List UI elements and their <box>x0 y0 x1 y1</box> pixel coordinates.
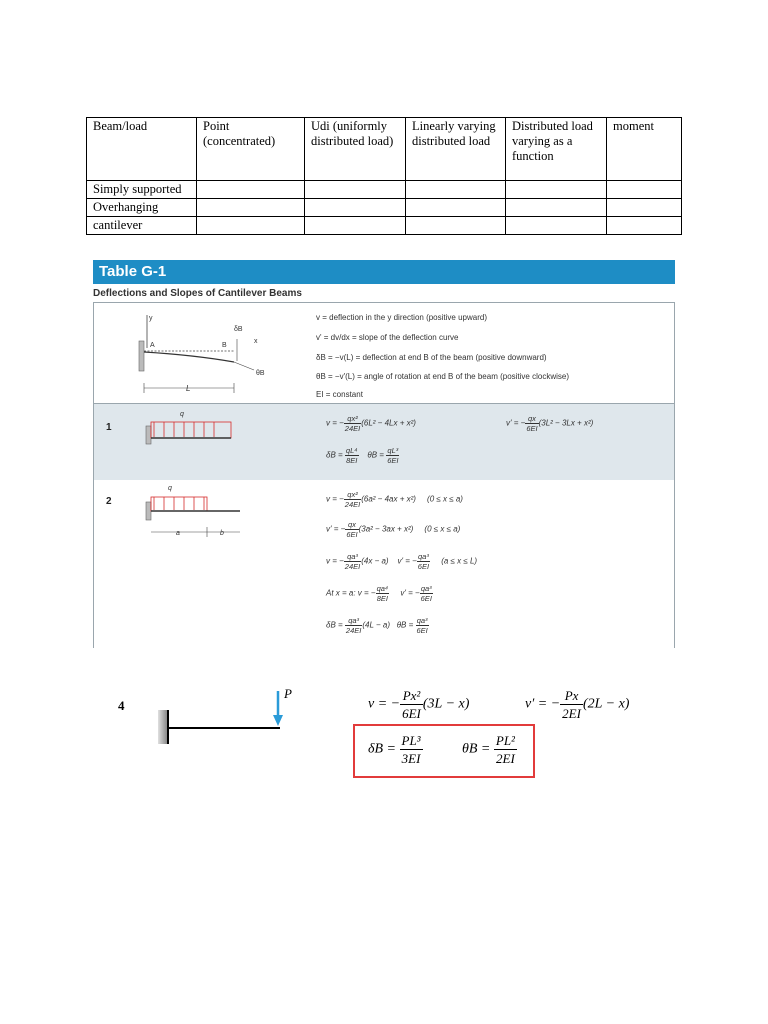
case2-line3: v = − $\frac{\text{qa³}}{24EI}$ (4x − a) v' = − $\frac{\text{qa³}}{6EI}$ (a ≤ x ≤ L) <box>326 552 478 571</box>
table-cell <box>506 181 607 199</box>
load-q-label: q <box>168 485 172 492</box>
case-number: 2 <box>106 496 112 507</box>
x-axis-label: x <box>254 338 258 345</box>
span-l-label: L <box>186 384 191 393</box>
table-cell <box>406 217 506 235</box>
table-cell <box>305 199 406 217</box>
table-cell <box>406 199 506 217</box>
udl-full-cantilever-diagram <box>140 408 240 448</box>
header-cell: Point (concentrated) <box>197 118 305 181</box>
legend-line: δB = −v(L) = deflection at end B of the beam (positive downward) <box>316 353 547 362</box>
table-cell <box>197 199 305 217</box>
table-cell <box>305 181 406 199</box>
table-cell <box>305 217 406 235</box>
table-cell <box>197 181 305 199</box>
table-row <box>87 181 682 199</box>
case2-line4: At x = a: v = − $\frac{\text{qa⁴}}{8EI}$ v' = − $\frac{\text{qa³}}{6EI}$ <box>326 584 432 603</box>
table-g1-figure <box>93 260 675 648</box>
point-load-cantilever-diagram <box>154 682 294 752</box>
table-cell <box>406 181 506 199</box>
header-cell: moment <box>607 118 682 181</box>
legend-line: v = deflection in the y direction (positive upward) <box>316 313 487 322</box>
case-4-block <box>110 682 670 782</box>
point-a-label: A <box>150 342 155 349</box>
case1-slope-formula: v' = − $\frac{qx}{6EI}$ (3L² − 3Lx + x²) <box>506 414 594 433</box>
table-cell <box>607 199 682 217</box>
point-b-label: B <box>222 342 227 349</box>
case4-slope-formula: v′ = − $\frac{Px}{2EI}$ (2L − x) <box>525 688 630 721</box>
legend-row <box>94 303 674 403</box>
table-cell <box>197 217 305 235</box>
header-cell: Distributed load varying as a function <box>506 118 607 181</box>
load-q-label: q <box>180 411 184 418</box>
dimension-a-label: a <box>176 530 180 537</box>
case4-rotation-formula: θB = $\frac{\text{PL²}}{2EI}$ <box>462 733 515 766</box>
case-number: 4 <box>118 698 125 713</box>
case4-v-formula: v = − $\frac{\text{Px²}}{6EI}$ (3L − x) <box>368 688 470 721</box>
fixed-support <box>158 710 167 744</box>
table-row <box>87 217 682 235</box>
table-cell <box>506 199 607 217</box>
load-p-label: P <box>284 686 292 701</box>
table-frame <box>93 302 675 648</box>
header-cell: Linearly varying distributed load <box>406 118 506 181</box>
udl-partial-cantilever-diagram <box>140 482 250 542</box>
dimension-b-label: b <box>220 530 224 537</box>
table-subtitle: Deflections and Slopes of Cantilever Beams <box>93 288 302 299</box>
table-cell <box>506 217 607 235</box>
cantilever-definition-diagram <box>134 303 314 403</box>
table-header-row <box>87 118 682 181</box>
case-2-row <box>94 480 674 648</box>
table-row <box>87 199 682 217</box>
legend-line: v' = dv/dx = slope of the deflection curve <box>316 333 459 342</box>
row-label: Simply supported <box>87 181 197 199</box>
row-label: cantilever <box>87 217 197 235</box>
legend-line: θB = −v'(L) = angle of rotation at end B of the beam (positive clockwise) <box>316 372 569 381</box>
table-cell <box>607 217 682 235</box>
table-title: Table G-1 <box>99 263 167 280</box>
case2-line2: v' = − $\frac{qx}{6EI}$ (3a² − 3ax + x²) (0 ≤ x ≤ a) <box>326 520 461 539</box>
case1-deflection-formula: δB = $\frac{\text{qL⁴}}{8EI}$ θB = $\frac{\text{qL³}}{6EI}$ <box>326 446 399 465</box>
legend-line: EI = constant <box>316 390 363 399</box>
row-label: Overhanging <box>87 199 197 217</box>
case1-v-formula: v = − $\frac{\text{qx²}}{24EI}$ (6L² − 4Lx + x²) <box>326 414 416 433</box>
table-cell <box>607 181 682 199</box>
header-cell: Udi (uniformly distributed load) <box>305 118 406 181</box>
case2-line1: v = − $\frac{\text{qx²}}{24EI}$ (6a² − 4ax + x²) (0 ≤ x ≤ a) <box>326 490 463 509</box>
theta-b-label: θB <box>256 370 265 377</box>
case-number: 1 <box>106 422 112 433</box>
y-axis-label: y <box>149 315 153 322</box>
case-1-row <box>94 403 674 481</box>
case4-deflection-formula: δB = $\frac{\text{PL³}}{3EI}$ <box>368 733 421 766</box>
table-title-bar <box>93 260 675 284</box>
beam-load-table <box>86 117 682 235</box>
case2-line5: δB = $\frac{\text{qa³}}{24EI}$ (4L − a) θB = $\frac{\text{qa³}}{6EI}$ <box>326 616 428 635</box>
delta-b-label: δB <box>234 326 243 333</box>
header-cell: Beam/load <box>87 118 197 181</box>
